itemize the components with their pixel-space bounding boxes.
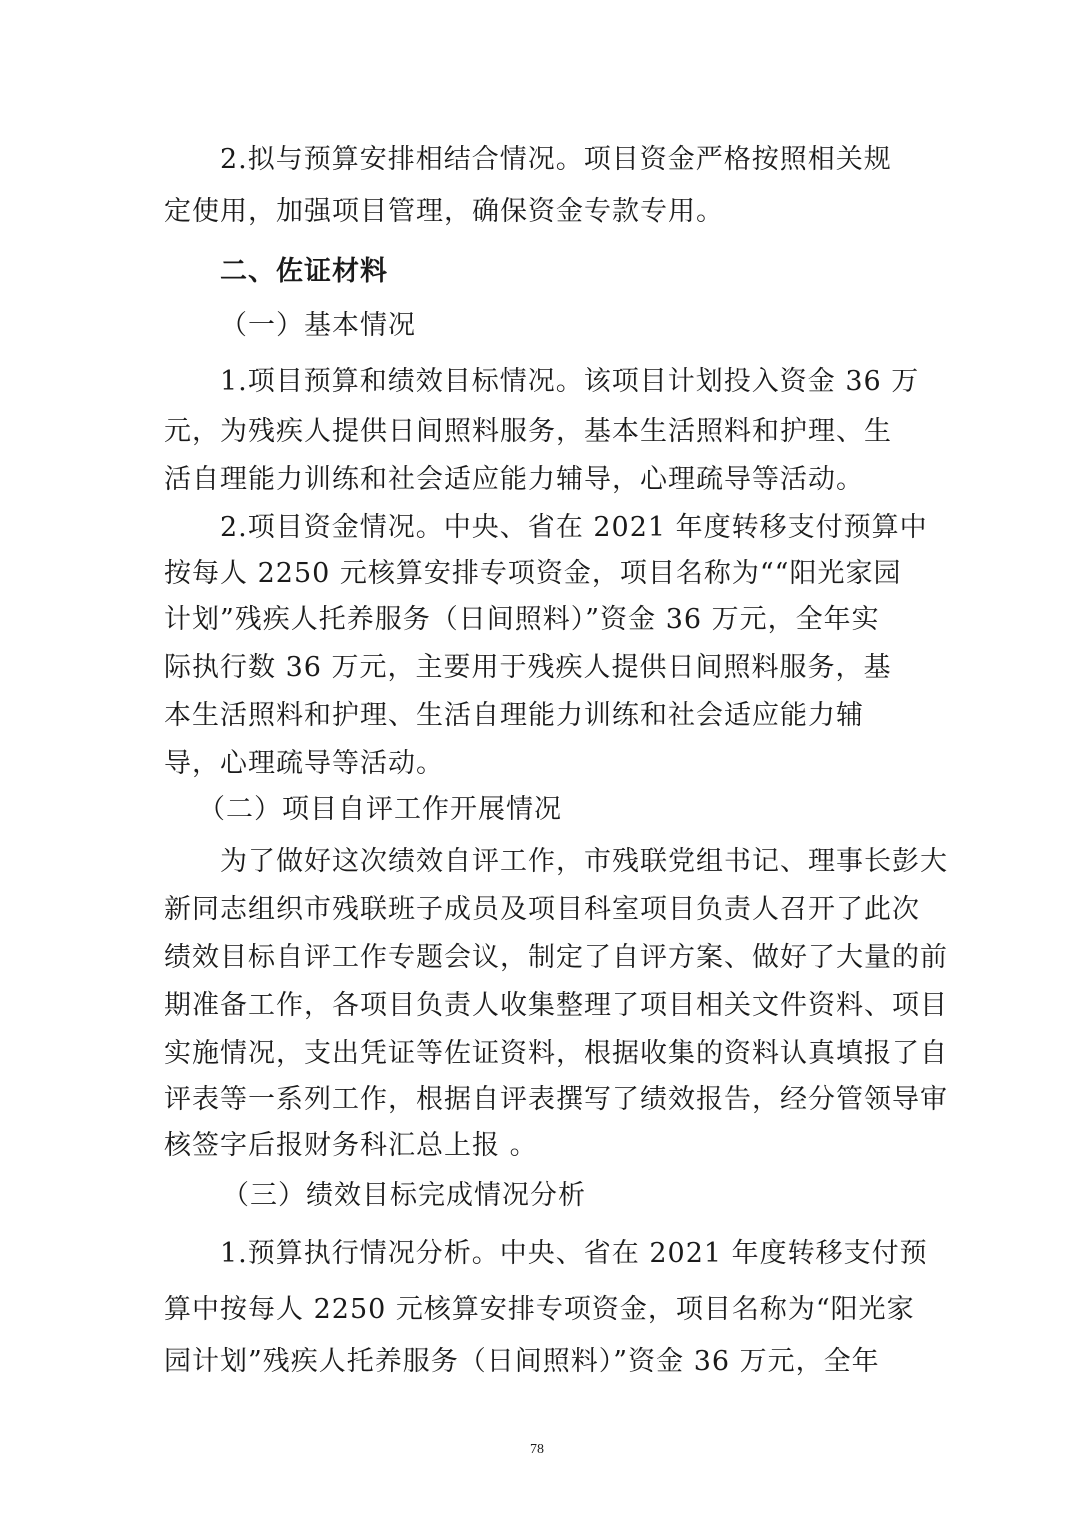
paragraph-line: 绩效目标自评工作专题会议，制定了自评方案、做好了大量的前 (164, 942, 948, 973)
paragraph-line: 核签字后报财务科汇总上报 。 (164, 1130, 538, 1161)
paragraph-line: 际执行数 36 万元，主要用于残疾人提供日间照料服务，基 (164, 652, 892, 683)
subsection-heading: （三）绩效目标完成情况分析 (222, 1180, 586, 1211)
paragraph-line: 为了做好这次绩效自评工作，市残联党组书记、理事长彭大 (220, 846, 948, 877)
paragraph-line: 评表等一系列工作，根据自评表撰写了绩效报告，经分管领导审 (164, 1084, 948, 1115)
paragraph-line: 实施情况，支出凭证等佐证资料，根据收集的资料认真填报了自 (164, 1038, 948, 1069)
paragraph-line: 2.拟与预算安排相结合情况。项目资金严格按照相关规 (220, 144, 892, 175)
page-number: 78 (530, 1442, 544, 1457)
paragraph-line: 1.预算执行情况分析。中央、省在 2021 年度转移支付预 (220, 1238, 928, 1269)
paragraph-line: 期准备工作，各项目负责人收集整理了项目相关文件资料、项目 (164, 990, 948, 1021)
paragraph-line: 定使用，加强项目管理，确保资金专款专用。 (164, 196, 724, 227)
section-heading: 二、佐证材料 (220, 256, 388, 287)
paragraph-line: 活自理能力训练和社会适应能力辅导，心理疏导等活动。 (164, 464, 864, 495)
paragraph-line: 计划”残疾人托养服务（日间照料）”资金 36 万元，全年实 (164, 604, 880, 635)
paragraph-line: 本生活照料和护理、生活自理能力训练和社会适应能力辅 (164, 700, 864, 731)
paragraph-line: 园计划”残疾人托养服务（日间照料）”资金 36 万元，全年 (164, 1346, 880, 1377)
subsection-heading: （一）基本情况 (220, 310, 416, 341)
paragraph-line: 2.项目资金情况。中央、省在 2021 年度转移支付预算中 (220, 512, 928, 543)
paragraph-line: 元，为残疾人提供日间照料服务，基本生活照料和护理、生 (164, 416, 892, 447)
paragraph-line: 新同志组织市残联班子成员及项目科室项目负责人召开了此次 (164, 894, 920, 925)
paragraph-line: 按每人 2250 元核算安排专项资金，项目名称为““阳光家园 (164, 558, 902, 589)
paragraph-line: 1.项目预算和绩效目标情况。该项目计划投入资金 36 万 (220, 366, 920, 397)
paragraph-line: 算中按每人 2250 元核算安排专项资金，项目名称为“阳光家 (164, 1294, 915, 1325)
paragraph-line: 导，心理疏导等活动。 (164, 748, 444, 779)
subsection-heading: （二）项目自评工作开展情况 (198, 794, 562, 825)
